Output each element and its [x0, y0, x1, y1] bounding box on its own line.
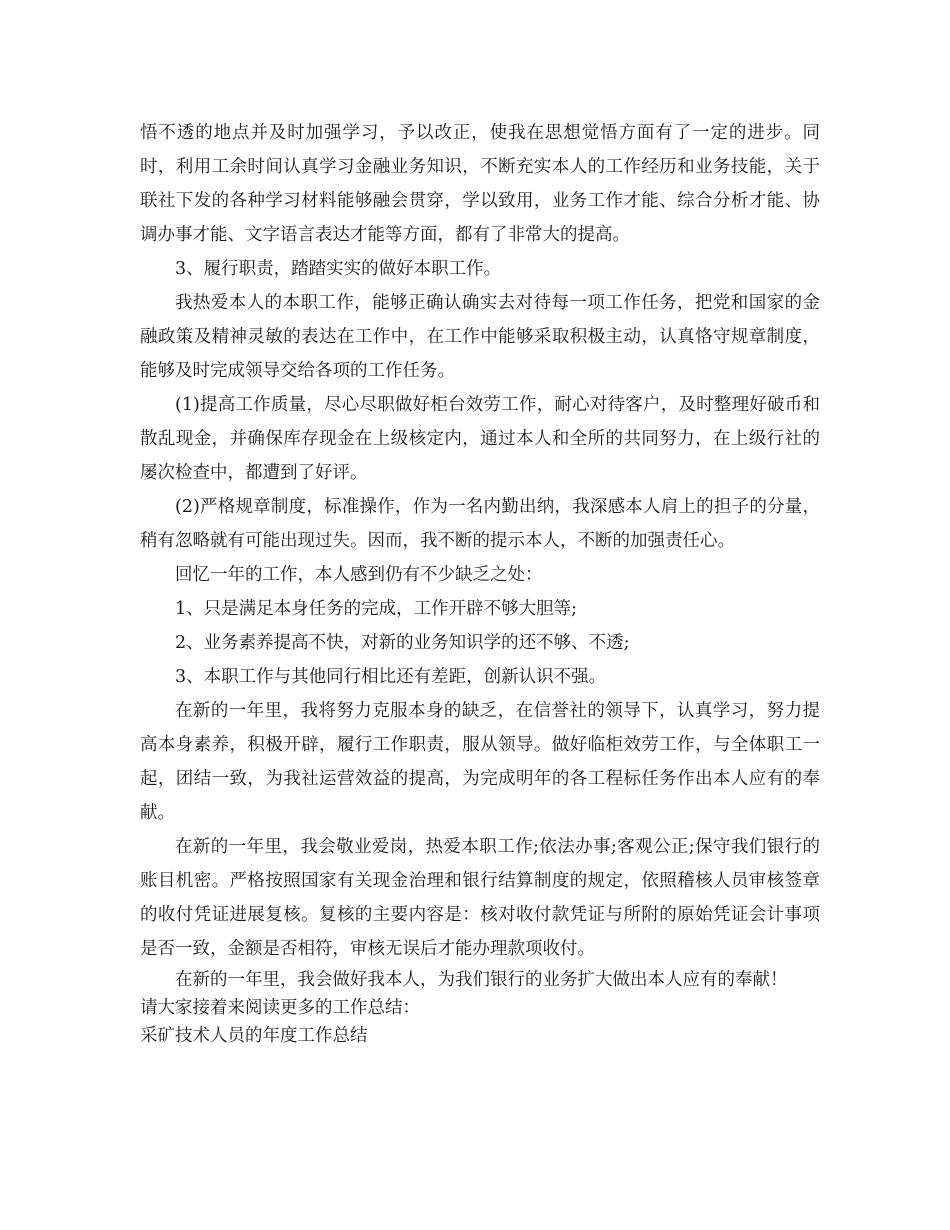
paragraph: 悟不透的地点并及时加强学习，予以改正，使我在思想觉悟方面有了一定的进步。同时，利用工余时间认真学习金融业务知识，不断充实本人的工作经历和业务技能，关于联社下发的各种学习材料能够融会贯穿，学以致用，业务工作才能、综合分析才能、协调办事才能、文字语言表达才能等方面，都有了非常大的提高。	[140, 123, 820, 245]
related-article-title: 采矿技术人员的年度工作总结	[140, 1026, 368, 1046]
reading-prompt: 请大家接着来阅读更多的工作总结：	[140, 998, 420, 1018]
list-item: 3、本职工作与其他同行相比还有差距，创新认识不强。	[175, 667, 607, 687]
paragraph: (1)提高工作质量，尽心尽职做好柜台效劳工作，耐心对待客户，及时整理好破币和散乱现金，并确保库存现金在上级核定内，通过本人和全所的共同努力，在上级行社的屡次检查中，都遭到了好评。	[140, 395, 820, 483]
paragraph: 我热爱本人的本职工作，能够正确认确实去对待每一项工作任务，把党和国家的金融政策及精神灵敏的表达在工作中，在工作中能够采取积极主动，认真恪守规章制度，能够及时完成领导交给各项的工作任务。	[140, 293, 820, 381]
list-item: 1、只是满足本身任务的完成，工作开辟不够大胆等;	[175, 599, 578, 619]
paragraph: (2)严格规章制度，标准操作，作为一名内勤出纳，我深感本人肩上的担子的分量，稍有忽略就有可能出现过失。因而，我不断的提示本人，不断的加强责任心。	[140, 497, 820, 551]
paragraph: 在新的一年里，我会敬业爱岗，热爱本职工作;依法办事;客观公正;保守我们银行的账目机密。严格按照国家有关现金治理和银行结算制度的规定，依照稽核人员审核签章的收付凭证进展复核。复核的主要内容是：核对收付款凭证与所附的原始凭证会计事项是否一致，金额是否相符，审核无误后才能办理款项收付。	[140, 837, 820, 959]
section-heading: 3、履行职责，踏踏实实的做好本职工作。	[175, 259, 502, 279]
paragraph: 在新的一年里，我会做好我本人，为我们银行的业务扩大做出本人应有的奉献！	[175, 970, 788, 990]
paragraph: 回忆一年的工作，本人感到仍有不少缺乏之处：	[175, 565, 543, 585]
paragraph: 在新的一年里，我将努力克服本身的缺乏，在信誉社的领导下，认真学习，努力提高本身素养，积极开辟，履行工作职责，服从领导。做好临柜效劳工作，与全体职工一起，团结一致，为我社运营效益的提高，为完成明年的各工程标任务作出本人应有的奉献。	[140, 701, 820, 823]
list-item: 2、业务素养提高不快，对新的业务知识学的还不够、不透;	[175, 633, 630, 653]
document-body	[140, 116, 820, 1050]
